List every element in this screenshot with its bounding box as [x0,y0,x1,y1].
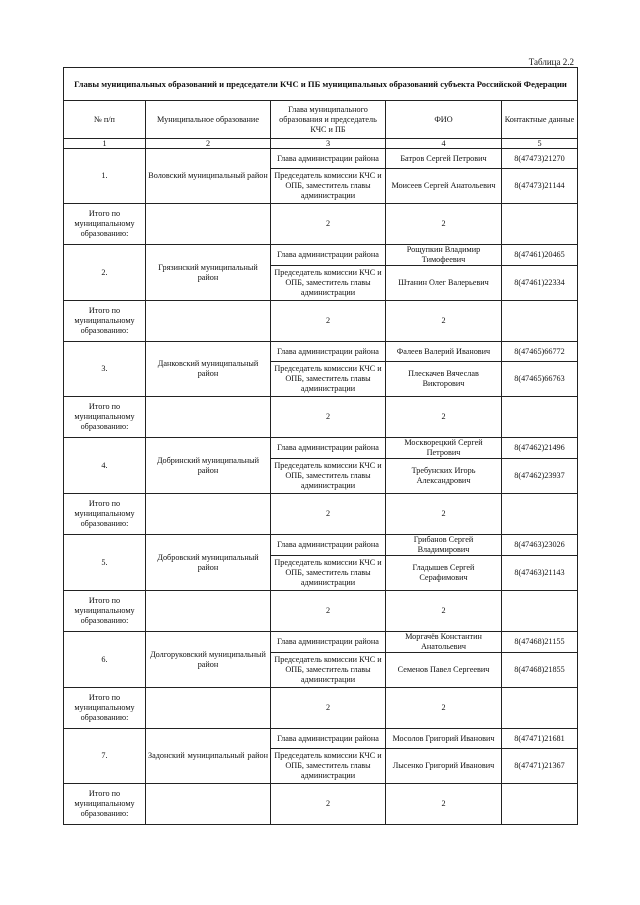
municipality-name: Добровский муниципальный район [146,535,271,591]
row-number: 1. [64,149,146,204]
total-names-count: 2 [386,688,502,729]
total-empty-cell [502,204,578,245]
head-phone: 8(47473)21270 [502,149,578,169]
head-name: Моргачёв Константин Анатольевич [386,632,502,653]
total-label: Итого по муниципальному образованию: [64,301,146,342]
chair-phone: 8(47473)21144 [502,169,578,204]
municipality-name: Грязинский муниципальный район [146,245,271,301]
officials-table [63,67,578,825]
total-row [64,591,578,632]
head-position: Глава администрации района [271,342,386,362]
total-empty-cell [502,591,578,632]
head-position: Глава администрации района [271,149,386,169]
column-number: 4 [386,139,502,149]
total-names-count: 2 [386,784,502,825]
total-names-count: 2 [386,494,502,535]
column-number-row [64,139,578,149]
table-row [64,535,578,556]
total-label: Итого по муниципальному образованию: [64,784,146,825]
chair-position: Председатель комиссии КЧС и ОПБ, заместитель главы администрации [271,653,386,688]
column-number: 2 [146,139,271,149]
head-phone: 8(47471)21681 [502,729,578,749]
chair-position: Председатель комиссии КЧС и ОПБ, заместитель главы администрации [271,169,386,204]
head-name: Грибанов Сергей Владимирович [386,535,502,556]
row-number: 3. [64,342,146,397]
total-row [64,301,578,342]
chair-position: Председатель комиссии КЧС и ОПБ, заместитель главы администрации [271,459,386,494]
total-empty-cell [502,494,578,535]
chair-name: Моисеев Сергей Анатольевич [386,169,502,204]
total-empty-cell [502,688,578,729]
total-empty-cell [146,204,271,245]
head-name: Батров Сергей Петрович [386,149,502,169]
head-phone: 8(47461)20465 [502,245,578,266]
total-label: Итого по муниципальному образованию: [64,688,146,729]
total-heads-count: 2 [271,301,386,342]
chair-phone: 8(47468)21855 [502,653,578,688]
head-name: Рощупкин Владимир Тимофеевич [386,245,502,266]
column-number: 3 [271,139,386,149]
column-number: 5 [502,139,578,149]
chair-name: Лысенко Григорий Иванович [386,749,502,784]
table-row [64,632,578,653]
header-cell: Глава муниципального образования и председатель КЧС и ПБ [271,101,386,139]
total-empty-cell [146,591,271,632]
chair-phone: 8(47462)23937 [502,459,578,494]
total-empty-cell [502,301,578,342]
total-row [64,494,578,535]
total-label: Итого по муниципальному образованию: [64,397,146,438]
chair-phone: 8(47471)21367 [502,749,578,784]
total-empty-cell [146,784,271,825]
column-number: 1 [64,139,146,149]
total-names-count: 2 [386,591,502,632]
total-row [64,204,578,245]
chair-phone: 8(47461)22334 [502,266,578,301]
table-row [64,438,578,459]
municipality-name: Долгоруковский муниципальный район [146,632,271,688]
head-phone: 8(47463)23026 [502,535,578,556]
total-empty-cell [502,397,578,438]
chair-position: Председатель комиссии КЧС и ОПБ, заместитель главы администрации [271,362,386,397]
header-cell: ФИО [386,101,502,139]
total-heads-count: 2 [271,784,386,825]
total-names-count: 2 [386,301,502,342]
total-heads-count: 2 [271,591,386,632]
header-row [64,101,578,139]
total-empty-cell [146,301,271,342]
chair-name: Штанин Олег Валерьевич [386,266,502,301]
row-number: 5. [64,535,146,591]
total-heads-count: 2 [271,204,386,245]
table-row [64,342,578,362]
head-position: Глава администрации района [271,729,386,749]
table-title: Главы муниципальных образований и председатели КЧС и ПБ муниципальных образований субъекта Российской Федерации [64,68,578,101]
header-cell: Контактные данные [502,101,578,139]
chair-position: Председатель комиссии КЧС и ОПБ, заместитель главы администрации [271,749,386,784]
chair-name: Семенов Павел Сергеевич [386,653,502,688]
total-empty-cell [146,494,271,535]
table-caption: Таблица 2.2 [528,57,574,67]
total-heads-count: 2 [271,397,386,438]
total-label: Итого по муниципальному образованию: [64,204,146,245]
table-row [64,729,578,749]
total-row [64,784,578,825]
head-position: Глава администрации района [271,535,386,556]
table-body [64,149,578,825]
head-phone: 8(47468)21155 [502,632,578,653]
total-empty-cell [502,784,578,825]
head-phone: 8(47465)66772 [502,342,578,362]
total-label: Итого по муниципальному образованию: [64,591,146,632]
table-row [64,245,578,266]
head-position: Глава администрации района [271,438,386,459]
total-label: Итого по муниципальному образованию: [64,494,146,535]
chair-position: Председатель комиссии КЧС и ОПБ, заместитель главы администрации [271,556,386,591]
total-empty-cell [146,688,271,729]
municipality-name: Задонский муниципальный район [146,729,271,784]
municipality-name: Добринский муниципальный район [146,438,271,494]
total-heads-count: 2 [271,494,386,535]
row-number: 7. [64,729,146,784]
total-names-count: 2 [386,204,502,245]
total-row [64,688,578,729]
head-name: Фалеев Валерий Иванович [386,342,502,362]
head-phone: 8(47462)21496 [502,438,578,459]
municipality-name: Данковский муниципальный район [146,342,271,397]
chair-name: Требунских Игорь Александрович [386,459,502,494]
total-row [64,397,578,438]
row-number: 6. [64,632,146,688]
row-number: 4. [64,438,146,494]
header-cell: Муниципальное образование [146,101,271,139]
head-name: Москворецкий Сергей Петрович [386,438,502,459]
table-row [64,149,578,169]
chair-position: Председатель комиссии КЧС и ОПБ, заместитель главы администрации [271,266,386,301]
total-heads-count: 2 [271,688,386,729]
head-position: Глава администрации района [271,632,386,653]
total-names-count: 2 [386,397,502,438]
chair-phone: 8(47465)66763 [502,362,578,397]
header-cell: № п/п [64,101,146,139]
row-number: 2. [64,245,146,301]
head-position: Глава администрации района [271,245,386,266]
head-name: Мосолов Григорий Иванович [386,729,502,749]
chair-name: Плескачев Вячеслав Викторович [386,362,502,397]
chair-name: Гладышев Сергей Серафимович [386,556,502,591]
total-empty-cell [146,397,271,438]
chair-phone: 8(47463)21143 [502,556,578,591]
municipality-name: Воловский муниципальный район [146,149,271,204]
